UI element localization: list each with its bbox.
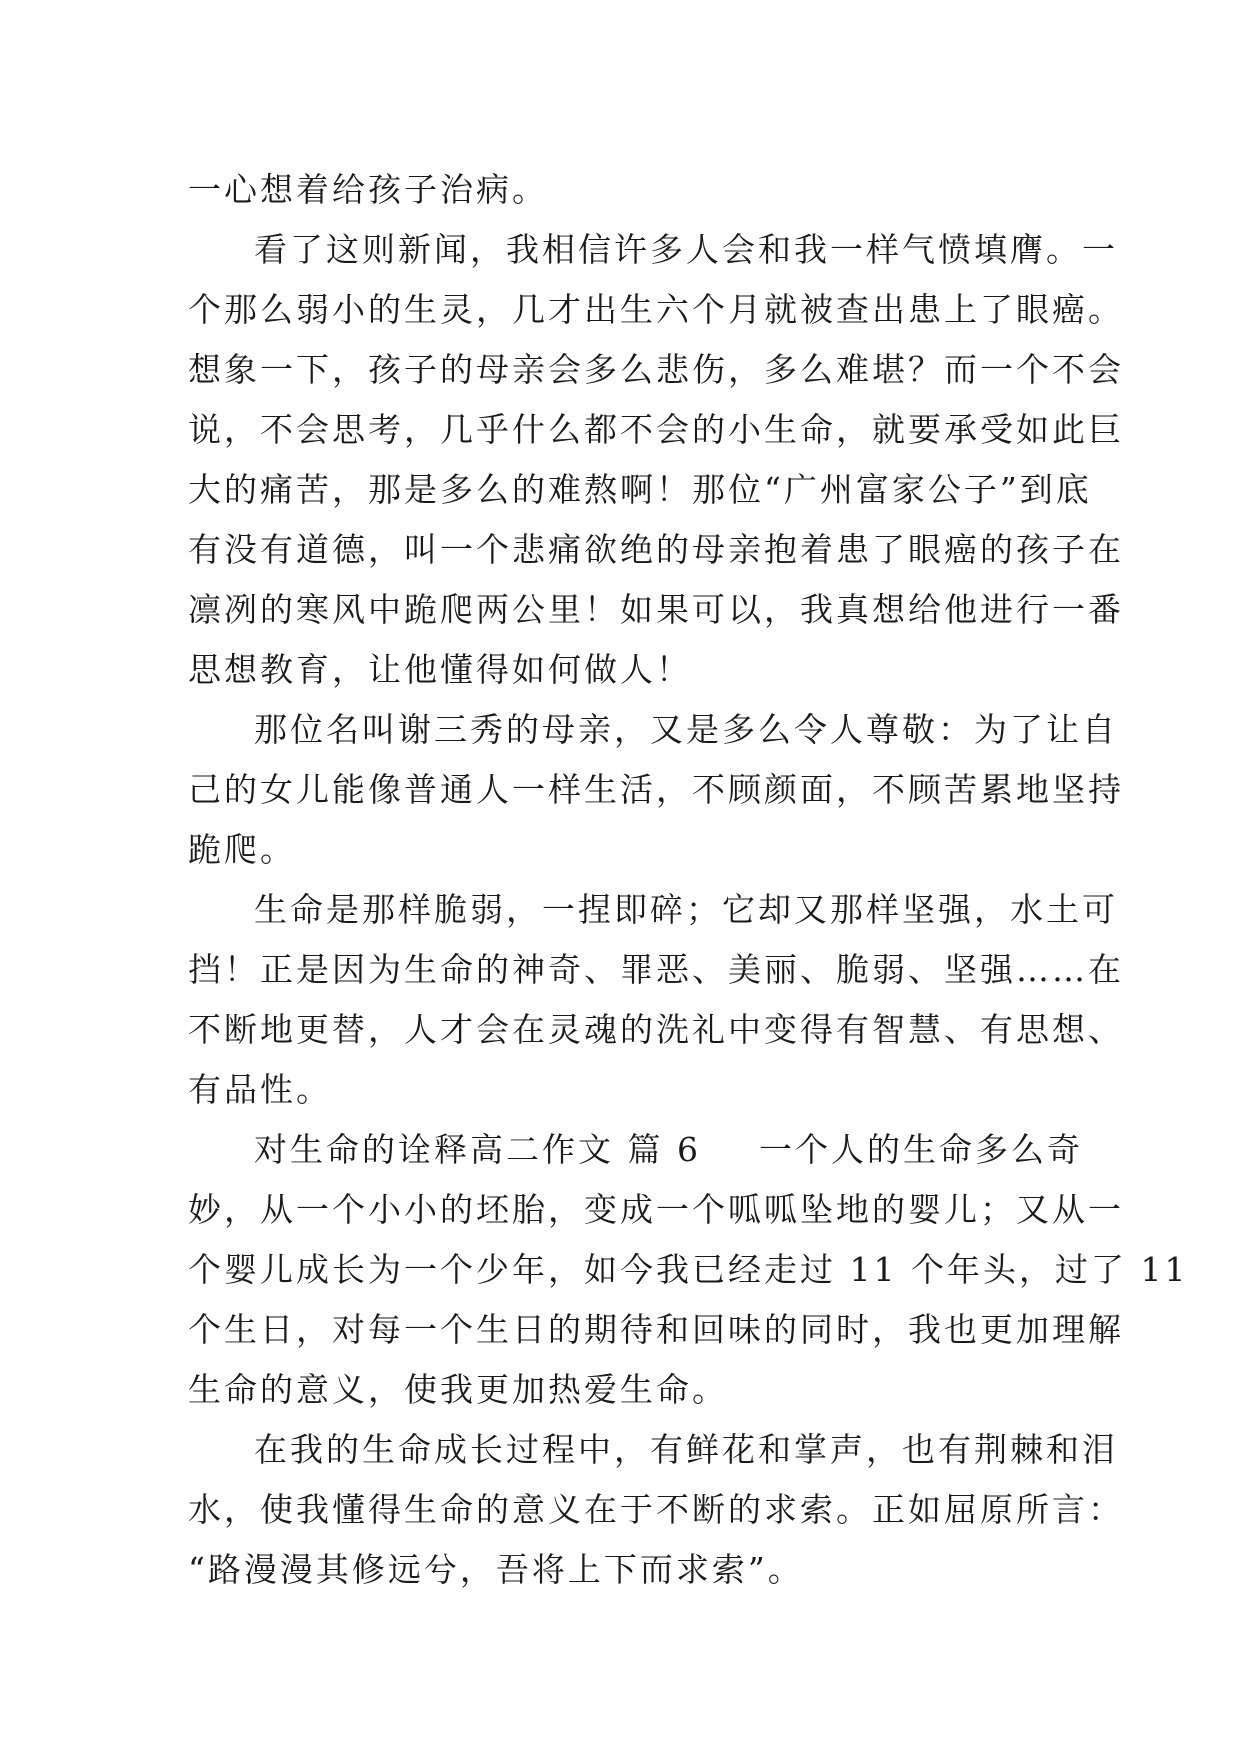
text-line: 大的痛苦，那是多么的难熬啊！那位“广州富家公子”到底 xyxy=(188,470,1092,509)
text-line: 想象一下，孩子的母亲会多么悲伤，多么难堪？而一个不会 xyxy=(188,350,1124,389)
text-line: “路漫漫其修远兮，吾将上下而求索”。 xyxy=(188,1550,804,1589)
section-heading: 对生命的诠释高二作文 篇 6 xyxy=(254,1130,701,1169)
text-line: 有品性。 xyxy=(188,1070,332,1109)
text-line: 说，不会思考，几乎什么都不会的小生命，就要承受如此巨 xyxy=(188,410,1124,449)
document-body xyxy=(188,160,1189,1600)
text-line: 妙，从一个小小的坯胎，变成一个呱呱坠地的婴儿；又从一 xyxy=(188,1190,1124,1229)
text-line: 水，使我懂得生命的意义在于不断的求索。正如屈原所言： xyxy=(188,1490,1124,1529)
paragraph-start-line: 看了这则新闻，我相信许多人会和我一样气愤填膺。一 xyxy=(254,230,1118,269)
text-line: 不断地更替，人才会在灵魂的洗礼中变得有智慧、有思想、 xyxy=(188,1010,1124,1049)
section-first-text: 一个人的生命多么奇 xyxy=(758,1130,1083,1169)
paragraph-start-line: 生命是那样脆弱，一捏即碎；它却又那样坚强，水土可 xyxy=(254,890,1118,929)
text-line: 个那么弱小的生灵，几才出生六个月就被查出患上了眼癌。 xyxy=(188,290,1124,329)
text-line: 有没有道德，叫一个悲痛欲绝的母亲抱着患了眼癌的孩子在 xyxy=(188,530,1124,569)
paragraph-start-line: 在我的生命成长过程中，有鲜花和掌声，也有荆棘和泪 xyxy=(254,1430,1118,1469)
text-line: 生命的意义，使我更加热爱生命。 xyxy=(188,1370,728,1409)
text-line: 一心想着给孩子治病。 xyxy=(188,170,548,209)
text-line: 凛冽的寒风中跪爬两公里！如果可以，我真想给他进行一番 xyxy=(188,590,1124,629)
text-line: 个婴儿成长为一个少年，如今我已经走过 11 个年头，过了 11 xyxy=(188,1250,1189,1289)
paragraph-start-line: 那位名叫谢三秀的母亲，又是多么令人尊敬：为了让自 xyxy=(254,710,1118,749)
text-line: 跪爬。 xyxy=(188,830,296,869)
section-heading-line xyxy=(188,1120,1083,1180)
text-line: 思想教育，让他懂得如何做人！ xyxy=(188,650,692,689)
text-line: 挡！正是因为生命的神奇、罪恶、美丽、脆弱、坚强……在 xyxy=(188,950,1124,989)
text-line: 个生日，对每一个生日的期待和回味的同时，我也更加理解 xyxy=(188,1310,1124,1349)
text-line: 己的女儿能像普通人一样生活，不顾颜面，不顾苦累地坚持 xyxy=(188,770,1124,809)
